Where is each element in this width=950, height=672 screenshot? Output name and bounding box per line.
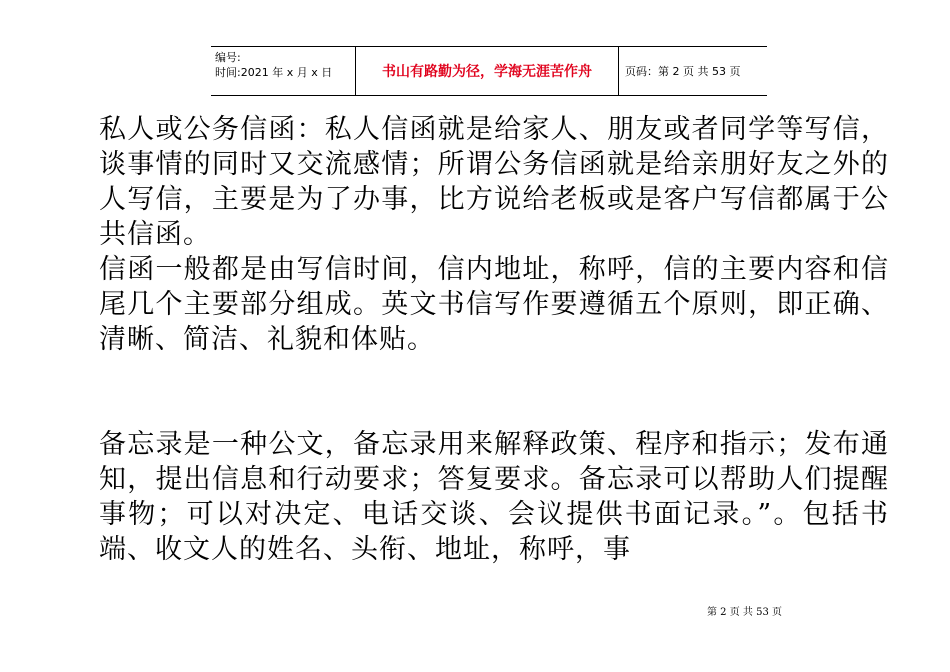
document-body <box>99 112 889 567</box>
header-number-label: 编号: <box>215 51 241 64</box>
header-time-label: 时间:2021 年 x 月 x 日 <box>215 66 333 79</box>
page-footer: 第 2 页 共 53 页 <box>707 607 782 618</box>
paragraph-memo: 备忘录是一种公文，备忘录用来解释政策、程序和指示；发布通知，提出信息和行动要求；答复要求。备忘录可以帮助人们提醒事物；可以对决定、电话交谈、会议提供书面记录。”。包括书端、收文人的姓名、头衔、地址，称呼，事 <box>99 429 889 565</box>
paragraph-private-official-letters: 私人或公务信函：私人信函就是给家人、朋友或者同学等写信，谈事情的同时又交流感情；所谓公务信函就是给亲朋好友之外的人写信，主要是为了办事，比方说给老板或是客户写信都属于公共信函。 <box>99 114 889 250</box>
paragraph-spacer <box>99 357 889 427</box>
header-motto: 书山有路勤为径，学海无涯苦作舟 <box>356 47 619 95</box>
header-page-code: 页码：第 2 页 共 53 页 <box>625 65 741 78</box>
paragraph-letter-structure: 信函一般都是由写信时间，信内地址，称呼，信的主要内容和信尾几个主要部分组成。英文书信写作要遵循五个原则，即正确、清晰、简洁、礼貌和体贴。 <box>99 254 889 355</box>
header-meta <box>211 47 356 95</box>
document-header <box>211 46 767 96</box>
